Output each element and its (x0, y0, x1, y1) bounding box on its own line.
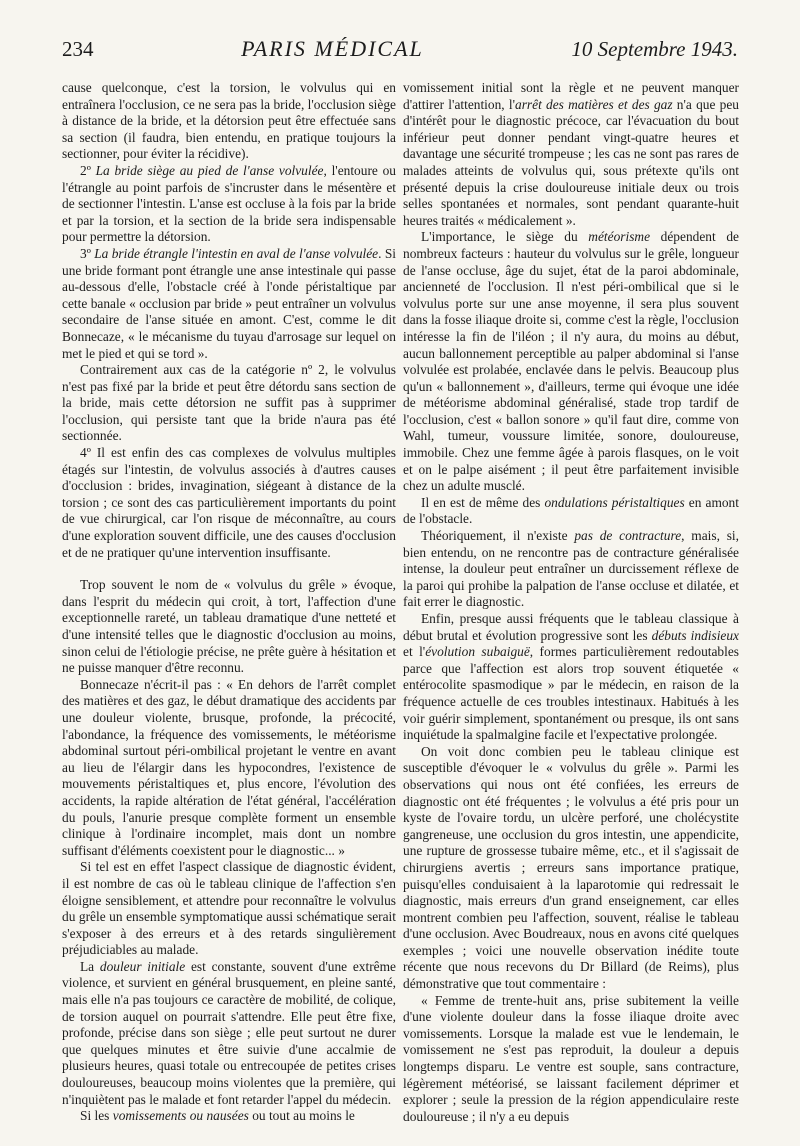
text-run: Si les (80, 1108, 113, 1124)
italic-phrase: débuts indisieux (651, 627, 739, 643)
paragraph (62, 445, 396, 561)
text-run: 2º (80, 162, 96, 178)
text-run: « Femme de trente-huit ans, prise subitement la veille d'une violente douleur dans la fosse iliaque droite avec vomissements. Lorsque la malade est vue le lendemain, le vomissement ne s'est pas reproduit, la douleur a depuis longtemps disparu. Le ventre est souple, sans contracture, légèrement météorisé, se laissant facilement déprimer et explorer ; seule la pression de la région appendiculaire reste douloureuse ; il n'y a eu depuis (403, 992, 739, 1124)
text-run: ou tout au moins le (248, 1108, 355, 1124)
italic-phrase: arrêt des matières et des gaz (515, 96, 673, 112)
text-run: dépendent de nombreux facteurs : hauteur du volvulus sur le grêle, longueur de l'anse occluse, âge du sujet, état de la paroi abdominale, ancienneté de l'occlusion. Il n'est péri-ombilical que si le volvulus porte sur une anse moyenne, il sera plus souvent dans la fosse iliaque droite si, comme c'est la règle, l'occlusion intéresse la fin de l'iléon ; il n'y aura, du moins au début, aucun ballonnement perceptible au palper abdominal si l'anse volvulée est prolabée, enclavée dans le pelvis. Beaucoup plus qu'un « ballonnement », d'ailleurs, terme qui évoque une idée de météorisme abdominal généralisé, stade trop tardif de l'occlusion, c'est « ballon sonore » qu'il faut dire, comme von Wahl, tumeur, voussure limitée, sonore, douloureuse, immobile. Chez une femme âgée à parois flasques, on le voit et on le palpe aisément ; il peut être parfaitement invisible chez un adulte musclé. (403, 229, 739, 494)
paragraph (403, 229, 739, 495)
italic-phrase: météorisme (588, 229, 651, 245)
paragraph (403, 993, 739, 1126)
text-run: 3º (80, 245, 95, 261)
text-run: Contrairement aux cas de la catégorie nº 2, le volvulus n'est pas fixé par la bride et peut être détordu sans section de la bride, mais cette détorsion ne suffit pas à supprimer l'occlusion, qui persiste tant que la bride n'aura pas été sectionnée. (62, 362, 396, 444)
text-run: et l' (403, 644, 426, 660)
text-run: , mais, si, bien entendu, on ne rencontre pas de contracture généralisée intense, la douleur peut entraîner un durcissement réflexe de la paroi qui prohibe la palpation de l'anse occluse et dilatée, et fait errer le diagnostic. (403, 528, 739, 610)
text-run: n'a que peu d'intérêt pour le diagnostic précoce, car l'évacuation du bout inférieur peut donner pendant vingt-quatre heures et davantage une sécurité trompeuse ; les cas ne sont pas rares de malades atteints de volvulus qui, sous prétexte qu'ils ont présenté depuis la crise douloureuse initiale deux ou trois selles spontanées et normales, sont pendant quarante-huit heures traités « médicalement ». (403, 96, 739, 228)
paragraph (62, 163, 396, 246)
paragraph (403, 80, 739, 229)
text-run: vomissement initial sont la règle et ne peuvent manquer d'attirer l'attention, l' (403, 80, 739, 112)
text-run: La (80, 958, 100, 974)
paragraph (403, 528, 739, 611)
paragraph (62, 1108, 396, 1125)
italic-phrase: douleur initiale (99, 958, 186, 974)
running-header (62, 36, 738, 70)
text-run: 4º Il est enfin des cas complexes de volvulus multiples étagés sur l'intestin, de volvulus associés à d'autres causes d'occlusion : brides, invagination, siégeant à distance de la torsion ; ce sont des cas particulièrement importants du point de vue chirurgical, car l'on risque de méconnaître, au cours d'une exploration souvent difficile, une des causes d'occlusion et de ne pratiquer qu'une intervention insuffisante. (62, 445, 396, 560)
journal-title: PARIS MÉDICAL (241, 36, 424, 61)
text-run: . Si une bride formant pont étrangle une anse intestinale qui passe au-dessous d'elle, l'obstacle créé à l'onde péristaltique par cette banale « occlusion par bride » peut entraîner un volvulus secondaire de l'anse située en amont. C'est, comme le dit Bonnecaze, « le mécanisme du tuyau d'arrosage sur lequel on met le pied et qui se tord ». (62, 245, 396, 361)
paragraph (403, 744, 739, 993)
text-run: en amont de l'obstacle. (403, 494, 739, 527)
paragraph (62, 362, 396, 445)
right-text-column (403, 80, 739, 1125)
text-run: On voit donc combien peu le tableau clinique est susceptible d'évoquer le « volvulus du grêle ». Parmi les observations qui nous ont été confiées, les erreurs de diagnostic ont été fréquentes ; le volvulus a été pris pour un kyste de l'ovaire tordu, un ulcère perforé, une cholécystite gangreneuse, une occlusion du gros intestin, une appendicite, une rupture de grossesse tubaire même, etc., et il s'agissait de chirurgiens avertis ; erreurs sans importance pratique, puisqu'elles conduisaient à la laparotomie qui redressait le diagnostic, mais erreurs d'un grand enseignement, car elles montrent combien peu l'affection, souvent, réalise le tableau d'une occlusion. Avec Boudreaux, nous en avons cité quelques exemples ; voici une nouvelle observation inédite toute récente que nous recevons du Dr Billard (de Reims), plus démonstrative que tout commentaire : (403, 743, 739, 992)
paragraph (403, 495, 739, 528)
italic-phrase: La bride siège au pied de l'anse volvulée (95, 162, 324, 178)
paragraph (62, 80, 396, 163)
text-run: Théoriquement, il n'existe (421, 528, 575, 544)
text-run: L'importance, le siège du (421, 229, 589, 245)
paragraph (403, 611, 739, 744)
text-run: Si tel est en effet l'aspect classique de diagnostic évident, il est nombre de cas où le tableau clinique de l'affection s'en éloigne sensiblement, et attendre pour reconnaître le volvulus du grêle un ensemble symptomatique aussi schématique serait s'exposer à des erreurs et à des retards singulièrement préjudiciables au malade. (62, 859, 396, 958)
page-number: 234 (62, 37, 94, 61)
paragraph (62, 577, 396, 677)
text-run: cause quelconque, c'est la torsion, le volvulus qui en entraînera l'occlusion, ce ne sera pas la bride, l'occlusion siège à distance de la bride, et la détorsion peut être effectuée sans sa section (il faudra, bien entendu, en pratique toujours la sectionner, pour éviter la récidive). (62, 80, 396, 162)
text-run: , formes particulièrement redoutables parce que l'affection est alors trop souvent étiquetée « entérocolite spasmodique » par le médecin, en raison de la fréquence actuelle de ces troubles intestinaux. Habitués à les voir guérir simplement, spontanément ou presque, ils ont sans inquiétude la spalmalgine facile et l'expectative prolongée. (403, 644, 739, 743)
text-run: est constante, souvent d'une extrême violence, et survient en général brusquement, en pleine santé, mais elle n'a pas toujours ce caractère de mobilité, de colique, de torsion auquel on pourrait s'attendre. Elle peut être fixe, profonde, précise dans son siège ; elle peut surtout ne durer que quelques minutes et être suivie d'une accalmie de plusieurs heures, quasi totale ou entrecoupée de petites crises douloureuses, beaucoup moins violentes que la première, qui n'inquiètent pas le malade et font retarder l'appel du médecin. (62, 958, 396, 1107)
paragraph (62, 859, 396, 959)
paragraph (62, 959, 396, 1108)
paragraph (62, 246, 396, 362)
italic-phrase: La bride étrangle l'intestin en aval de l'anse volvulée (94, 245, 379, 261)
text-run: , l'entoure ou l'étrangle au point parfois de s'incruster dans le mésentère et de sectionner l'intestin. L'anse est occluse à la fois par la bride et par la torsion, et la section de la bride sera indispensable pour permettre la détorsion. (62, 162, 396, 245)
text-run: Enfin, presque aussi fréquents que le tableau classique à début brutal et évolution progressive sont les (403, 611, 739, 643)
text-run: Bonnecaze n'écrit-il pas : « En dehors de l'arrêt complet des matières et des gaz, le début dramatique des accidents par une douleur violente, brusque, profonde, la précocité, l'abondance, la fréquence des vomissements, le météorisme abdominal surtout péri-ombilical projetant le ventre en avant au lieu de l'élargir dans les hypocondres, l'existence de mouvements péristaltiques et, plus encore, l'évolution des accidents, la rapide altération de l'état général, l'accélération du pouls, l'anurie presque complète forment un ensemble clinique à l'ordinaire incomplet, mais dont un nombre suffisant d'éléments coexistent pour le diagnostic... » (62, 676, 396, 858)
italic-phrase: pas de contracture (574, 528, 682, 544)
italic-phrase: vomissements ou nausées (112, 1108, 249, 1124)
text-run: Il en est de même des (421, 494, 545, 510)
issue-date: 10 Septembre 1943. (571, 37, 738, 61)
text-run: Trop souvent le nom de « volvulus du grêle » évoque, dans l'esprit du médecin qui croit, à tort, l'affection d'une exceptionnelle rareté, un tableau dramatique d'une netteté et d'une intensité telles que le diagnostic d'occlusion au moins, sinon celui de l'étiologie précise, ne prête guère à hésitation et ne puisse manquer d'être reconnu. (62, 577, 396, 676)
italic-phrase: évolution subaiguë (425, 644, 530, 660)
italic-phrase: ondulations péristaltiques (544, 494, 685, 510)
left-text-column (62, 80, 396, 1125)
paragraph (62, 677, 396, 860)
